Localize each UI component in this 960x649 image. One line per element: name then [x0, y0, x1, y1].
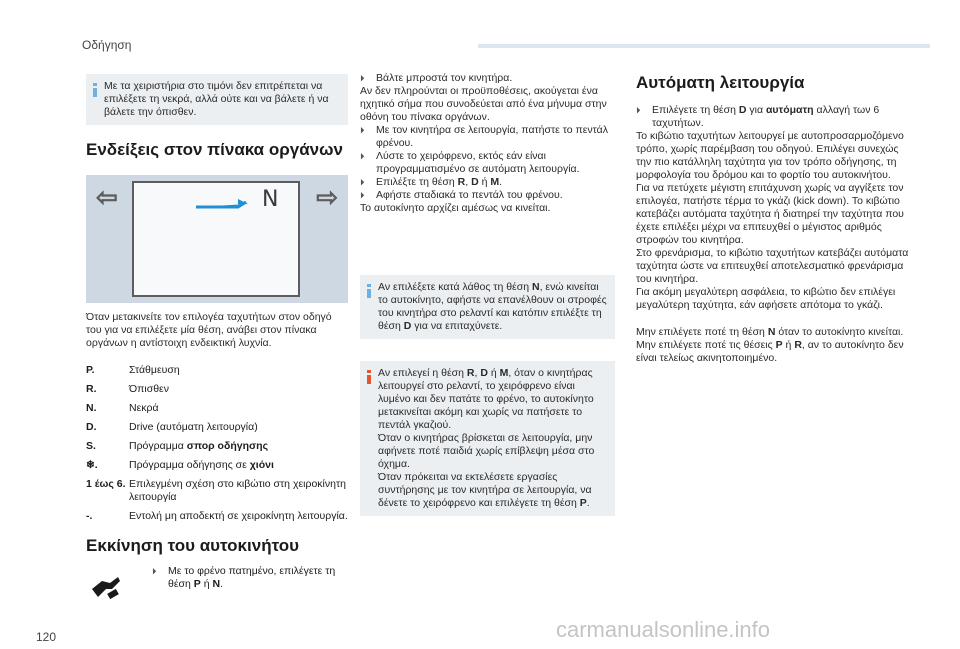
- auto-heading: Αυτόματη λειτουργία: [636, 73, 805, 92]
- gear-n: N: [767, 326, 776, 338]
- gear-key: 1 έως 6.: [86, 478, 126, 490]
- gear-row-snow: [86, 459, 348, 472]
- gear-key: P.: [86, 364, 95, 376]
- info-note: [86, 74, 348, 125]
- auto-warning: [636, 339, 912, 365]
- note-text: Όταν πρόκειται να εκτελέσετε εργασίες συντήρησης με τον κινητήρα σε λειτουργία, να δένετε το χειρόφρενο και επιλέγετε τη θέση: [378, 471, 592, 509]
- note-text: Αν επιλεγεί η θέση: [378, 367, 467, 379]
- gear-key: N.: [86, 402, 97, 414]
- gear-value: Στάθμευση: [129, 364, 180, 376]
- gear-d: D: [471, 176, 479, 188]
- auto-text: ή: [782, 339, 795, 351]
- step-press-brake: [360, 124, 615, 150]
- bullet-icon: ⏵: [636, 105, 641, 115]
- header-rule: [478, 44, 930, 48]
- note-text: ή: [487, 367, 500, 379]
- auto-paragraph: Για ακόμη μεγαλύτερη ασφάλεια, το κιβώτιο δεν επιλέγει μεγαλύτερη ταχύτητα, εάν αφήσετε απότομα το γκάζι.: [636, 286, 896, 311]
- auto-text: Μην επιλέγετε ποτέ τη θέση: [636, 326, 768, 338]
- bullet-icon: ⏵: [360, 151, 365, 161]
- gear-value-text: Πρόγραμμα: [129, 440, 187, 452]
- step-select-gear: [360, 176, 615, 189]
- gear-key: R.: [86, 383, 97, 395]
- gear-change-arrow-icon: [194, 191, 250, 211]
- display-paragraph: Όταν μετακινείτε τον επιλογέα ταχυτήτων στον οδηγό του για να επιλέξετε μία θέση, ανάβει στον πίνακα οργάνων η αντίστοιχη ενδεικτική λυχνία.: [86, 311, 332, 349]
- auto-paragraph: Για να πετύχετε μέγιστη επιτάχυνση χωρίς να αγγίξετε τον επιλογέα, πατήστε τέρμα το γκάζι (kick down). Το κιβώτιο κατεβάζει αυτόματα ταχύτητα ή διατηρεί την ταχύτητα που έχετε επιλέξει μέχρι να επιτευχθεί ο μέγιστος αριθμός στροφών του κινητήρα.: [636, 182, 904, 246]
- start-heading: Εκκίνηση του αυτοκινήτου: [86, 536, 299, 555]
- step-text: ή: [478, 176, 491, 188]
- step-text: Αφήστε σταδιακά το πεντάλ του φρένου.: [376, 189, 563, 201]
- bullet-icon: ⏵: [360, 73, 365, 83]
- note-text: .: [586, 497, 590, 509]
- foot-on-brake-icon: [88, 569, 122, 603]
- auto-step: [636, 104, 912, 130]
- gear-list: [86, 364, 348, 523]
- bullet-icon: ⏵: [152, 566, 157, 576]
- note-text: για να επιταχύνετε.: [411, 320, 503, 332]
- start-instruction: [152, 565, 348, 591]
- section-header: Οδήγηση: [82, 38, 132, 52]
- bullet-icon: ⏵: [360, 190, 365, 200]
- display-gear-letter: N: [262, 187, 279, 212]
- note-text: Όταν ο κινητήρας βρίσκεται σε λειτουργία, μην αφήνετε ποτέ παιδιά χωρίς επίβλεψη μέσα στο όχημα.: [378, 432, 595, 470]
- gear-value: Drive (αυτόματη λειτουργία): [129, 421, 258, 433]
- gear-p: P: [775, 339, 783, 351]
- gear-m: M: [490, 176, 500, 188]
- step-start-engine: [360, 72, 615, 85]
- gear-d: D: [738, 104, 747, 116]
- gear-r: R: [466, 367, 475, 379]
- gear-p: P: [579, 497, 587, 509]
- page-number: 120: [36, 630, 57, 644]
- gear-row-s: [86, 440, 348, 453]
- gear-value: Εντολή μη αποδεκτή σε χειροκίνητη λειτουργία.: [129, 510, 348, 522]
- gear-value: Όπισθεν: [129, 383, 169, 395]
- gear-row-p: [86, 364, 348, 377]
- gear-key: ❄.: [86, 459, 98, 471]
- gear-value: [129, 459, 348, 472]
- right-indicator-icon: ⇨: [316, 182, 338, 212]
- info-icon: [365, 284, 372, 298]
- gear-row-r: [86, 383, 348, 396]
- start-gear-p: P: [193, 578, 201, 590]
- step-text: Λύστε το χειρόφρενο, εκτός εάν είναι προγραμματισμένο σε αυτόματη λειτουργία.: [376, 150, 580, 175]
- gear-value: Επιλεγμένη σχέση στο κιβώτιο στη χειροκίνητη λειτουργία: [129, 478, 346, 503]
- note-text: , όταν ο κινητήρας λειτουργεί στο ρελαντί, το χειρόφρενο είναι λυμένο και δεν πατάτε το φρένο, το αυτοκίνητο μετακινείται ακόμη και χωρίς να πατήσετε το πεντάλ γκαζιού.: [378, 367, 594, 431]
- gear-d: D: [480, 367, 488, 379]
- column-middle: [360, 72, 615, 516]
- left-indicator-icon: ⇦: [96, 182, 118, 212]
- step-paragraph: Αν δεν πληρούνται οι προϋποθέσεις, ακούγεται ένα ηχητικό σήμα που συνοδεύεται από ένα μήνυμα στην οθόνη του πίνακα οργάνων.: [360, 85, 607, 123]
- gear-d: D: [403, 320, 412, 332]
- gear-row-manual: [86, 478, 348, 504]
- step-release-handbrake: [360, 150, 615, 176]
- auto-paragraph: Στο φρενάρισμα, το κιβώτιο ταχυτήτων κατεβάζει αυτόματα ταχύτητα ώστε να επιτευχθεί αποτελεσματικό φρενάρισμα του κινητήρα.: [636, 247, 909, 285]
- gear-key: S.: [86, 440, 96, 452]
- gear-row-n: [86, 402, 348, 415]
- note-text: ,: [474, 367, 481, 379]
- gear-key: D.: [86, 421, 97, 433]
- start-block: [86, 565, 348, 625]
- auto-warning: [636, 326, 912, 339]
- info-note-text: Με τα χειριστήρια στο τιμόνι δεν επιτρέπεται να επιλέξετε τη νεκρά, αλλά ούτε και να βάλετε ή να βάλετε την όπισθεν.: [104, 80, 329, 118]
- step-text: .: [499, 176, 503, 188]
- bullet-icon: ⏵: [360, 177, 365, 187]
- auto-text: Επιλέγετε τη θέση: [652, 104, 739, 116]
- start-text-a: Με το φρένο πατημένο, επιλέγετε τη θέση: [168, 565, 336, 590]
- start-gear-n: N: [212, 578, 221, 590]
- auto-text: όταν το αυτοκίνητο κινείται.: [775, 326, 904, 338]
- step-text: Με τον κινητήρα σε λειτουργία, πατήστε το πεντάλ φρένου.: [376, 124, 608, 149]
- display-screen: [132, 181, 300, 297]
- step-text: Βάλτε μπροστά τον κινητήρα.: [376, 72, 513, 84]
- auto-text: Μην επιλέγετε ποτέ τις θέσεις: [636, 339, 776, 351]
- start-text-b: ή: [200, 578, 213, 590]
- column-right: [636, 72, 912, 365]
- gear-value: Νεκρά: [129, 402, 159, 414]
- instrument-panel-image: [86, 175, 348, 303]
- auto-text: αλλαγή των 6 ταχυτήτων.: [652, 104, 880, 129]
- note-text: , ενώ κινείται το αυτοκίνητο, αφήστε να επανέλθουν οι στροφές του κινητήρα στο ρελαντί και κατόπιν επιλέξτε τη θέση: [378, 281, 607, 332]
- gear-key: -.: [86, 510, 93, 522]
- gear-m: M: [499, 367, 509, 379]
- gear-value-text: Πρόγραμμα οδήγησης σε: [129, 459, 250, 471]
- gear-r: R: [794, 339, 802, 351]
- step-release-brake: [360, 189, 615, 202]
- step-text: Επιλέξτε τη θέση: [376, 176, 458, 188]
- display-heading: Ενδείξεις στον πίνακα οργάνων: [86, 140, 343, 159]
- note-text: Αν επιλέξετε κατά λάθος τη θέση: [378, 281, 532, 293]
- info-icon: [91, 83, 98, 97]
- column-left: [86, 74, 348, 625]
- auto-text: , αν το αυτοκίνητο δεν είναι τελείως ακινητοποιημένο.: [636, 339, 904, 364]
- auto-text: για: [746, 104, 766, 116]
- gear-value-bold: σπορ οδήγησης: [186, 440, 269, 452]
- gear-row-dash: [86, 510, 348, 523]
- gear-row-d: [86, 421, 348, 434]
- gear-r: R: [457, 176, 466, 188]
- footer-watermark: carmanualsonline.info: [556, 617, 771, 642]
- step-paragraph: Το αυτοκίνητο αρχίζει αμέσως να κινείται.: [360, 202, 551, 214]
- bullet-icon: ⏵: [360, 125, 365, 135]
- auto-bold: αυτόματη: [765, 104, 814, 116]
- auto-paragraph: Το κιβώτιο ταχυτήτων λειτουργεί με αυτοπροσαρμοζόμενο τρόπο, χωρίς παρέμβαση του οδηγού. Επιλέγει συνεχώς την πιο κατάλληλη ταχύτητα για τον τρόπο οδήγησης, τη μορφολογία του δρόμου και το φορτίο του αυτοκινήτου.: [636, 130, 904, 181]
- gear-n: N: [531, 281, 540, 293]
- start-text-c: .: [220, 578, 223, 590]
- warning-note-idle: [360, 361, 615, 516]
- step-text: ,: [465, 176, 472, 188]
- warning-icon: [365, 370, 372, 384]
- warning-note-neutral: [360, 275, 615, 339]
- gear-value-bold: χιόνι: [249, 459, 274, 471]
- gear-value: [129, 440, 348, 453]
